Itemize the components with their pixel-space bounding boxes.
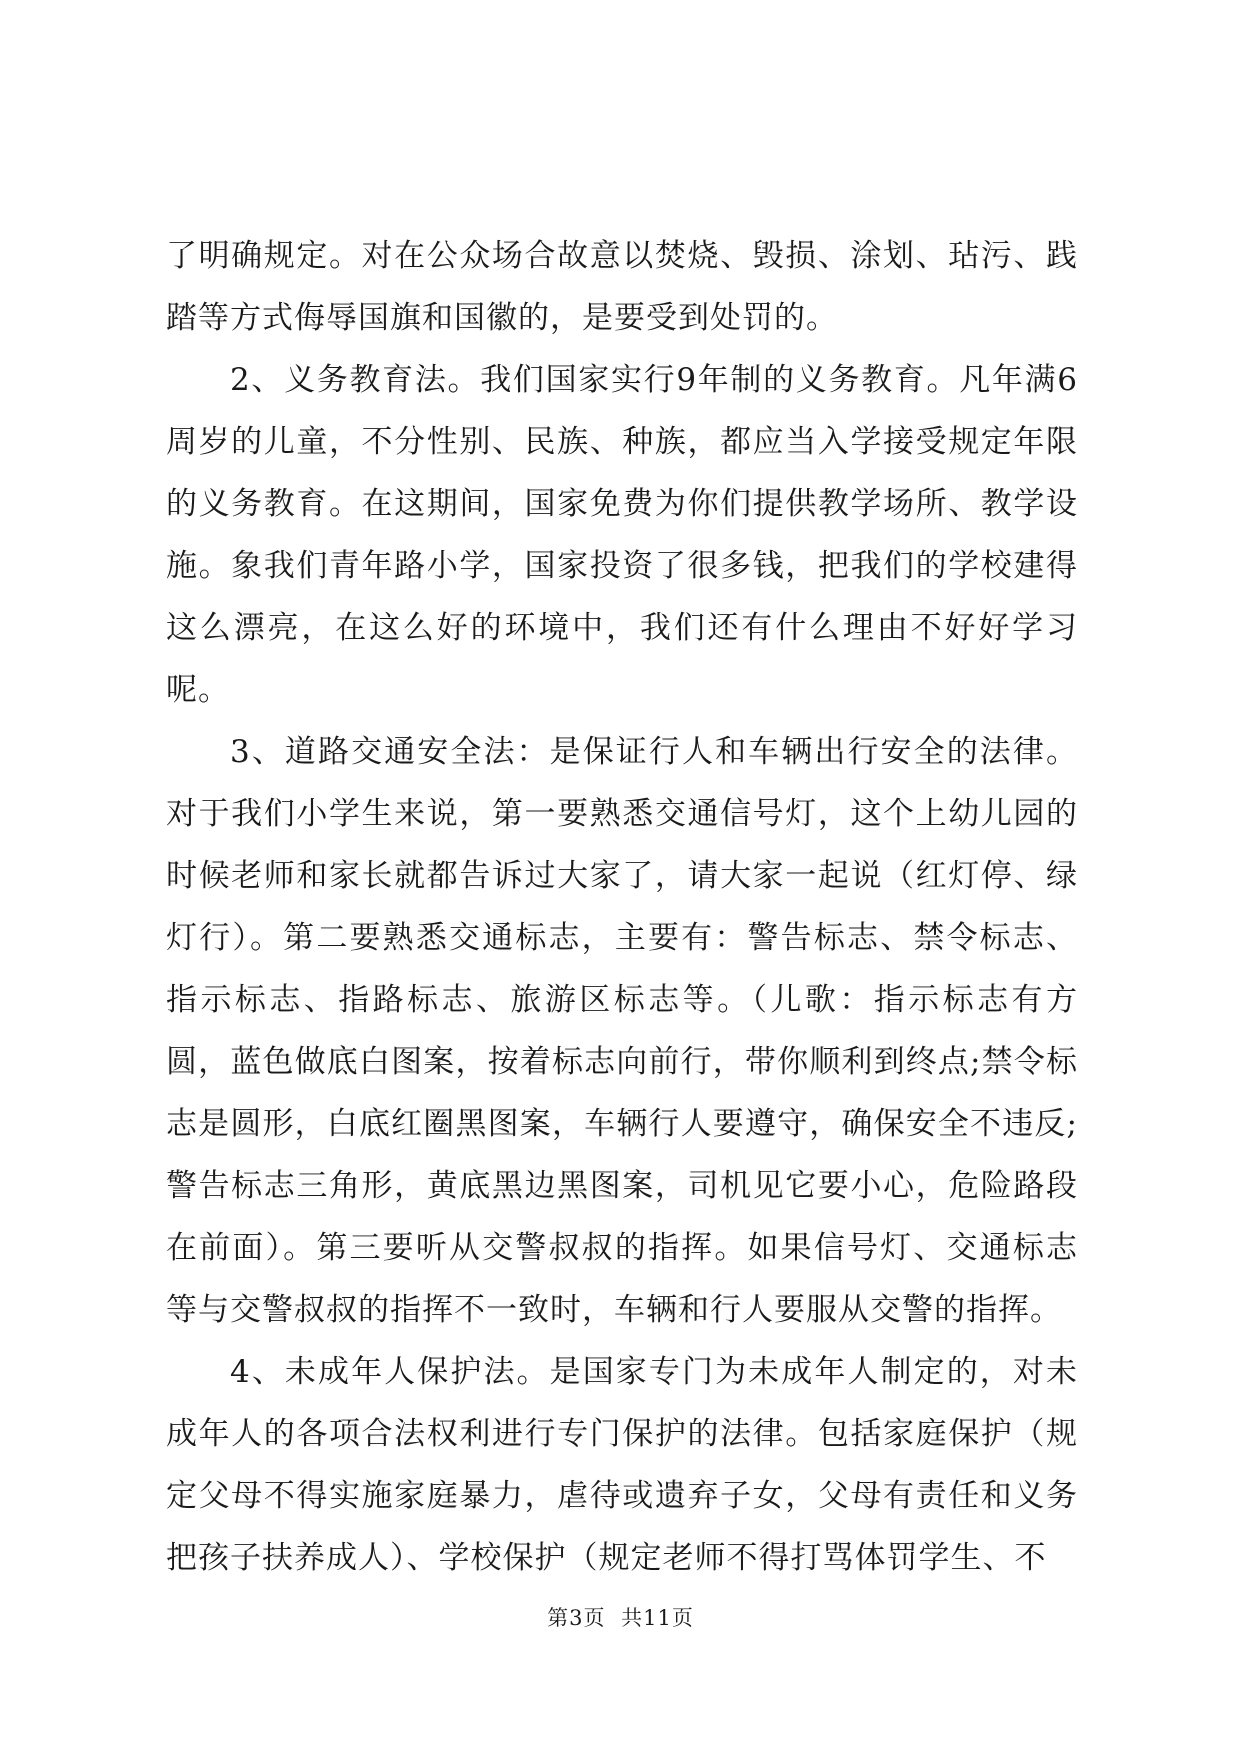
paragraph-road-traffic-safety-law: 3、道路交通安全法：是保证行人和车辆出行安全的法律。对于我们小学生来说，第一要熟悉交通信号灯，这个上幼儿园的时候老师和家长就都告诉过大家了，请大家一起说（红灯停、绿灯行）。第二要熟悉交通标志，主要有：警告标志、禁令标志、指示标志、指路标志、旅游区标志等。（儿歌：指示标志有方圆，蓝色做底白图案，按着标志向前行，带你顺利到终点;禁令标志是圆形，白底红圈黑图案，车辆行人要遵守，确保安全不违反;警告标志三角形，黄底黑边黑图案，司机见它要小心，危险路段在前面）。第三要听从交警叔叔的指挥。如果信号灯、交通标志等与交警叔叔的指挥不一致时，车辆和行人要服从交警的指挥。 <box>166 734 1078 1328</box>
page-total: 共11页 <box>621 1606 694 1630</box>
paragraph-continuation: 了明确规定。对在公众场合故意以焚烧、毁损、涂划、玷污、践踏等方式侮辱国旗和国徽的，是要受到处罚的。 <box>166 238 1078 336</box>
page-footer <box>0 1602 1241 1632</box>
document-body <box>166 225 1078 1589</box>
paragraph-minor-protection-law: 4、未成年人保护法。是国家专门为未成年人制定的，对未成年人的各项合法权利进行专门保护的法律。包括家庭保护（规定父母不得实施家庭暴力，虐待或遗弃子女，父母有责任和义务把孩子扶养成人）、学校保护（规定老师不得打骂体罚学生、不 <box>166 1354 1078 1576</box>
page-number: 第3页 <box>547 1606 606 1630</box>
paragraph-compulsory-education-law: 2、义务教育法。我们国家实行9年制的义务教育。凡年满6周岁的儿童，不分性别、民族、种族，都应当入学接受规定年限的义务教育。在这期间，国家免费为你们提供教学场所、教学设施。象我们青年路小学，国家投资了很多钱，把我们的学校建得这么漂亮，在这么好的环境中，我们还有什么理由不好好学习呢。 <box>166 362 1078 708</box>
